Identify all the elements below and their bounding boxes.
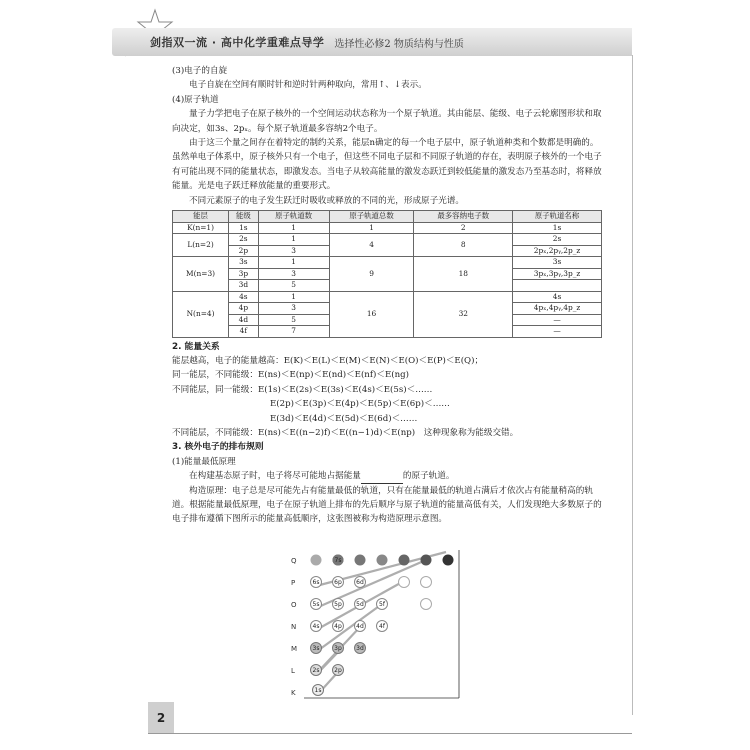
table-cell: 8	[414, 234, 513, 257]
spin-heading: (3)电子的自旋	[172, 66, 228, 76]
table-cell: K(n=1)	[173, 222, 229, 234]
energy-line-4: E(2p)＜E(3p)＜E(4p)＜E(5p)＜E(6p)＜……	[270, 399, 450, 410]
orbital-label: 5s	[312, 601, 320, 608]
table-header-row	[173, 211, 602, 223]
table-cell: 2pₓ,2pᵧ,2p_z	[513, 245, 602, 257]
table-cell	[513, 280, 602, 292]
table-cell: 1	[258, 257, 329, 269]
row-label: L	[291, 667, 295, 675]
table-header: 能层	[173, 211, 229, 223]
orbital-label: 3s	[312, 645, 320, 652]
table-header: 最多容纳电子数	[414, 211, 513, 223]
orbital-label: 2s	[312, 667, 320, 674]
footer-rule	[148, 733, 632, 734]
orbital-label: 3d	[356, 645, 364, 652]
table-cell: —	[513, 314, 602, 326]
table-cell: 16	[329, 291, 414, 337]
table-cell: 1	[258, 222, 329, 234]
table-cell: 5	[258, 314, 329, 326]
orbital-label: 6p	[334, 579, 342, 586]
table-row	[173, 222, 602, 234]
row-label: P	[291, 579, 296, 587]
table-header: 原子轨道数	[258, 211, 329, 223]
table-cell: N(n=4)	[173, 291, 229, 337]
energy-line-3: 不同能层，同一能级：E(1s)＜E(2s)＜E(3s)＜E(4s)＜E(5s)＜……	[172, 384, 433, 395]
table-cell: 3p	[229, 268, 259, 280]
rule-text-a: 在构建基态原子时，电子将尽可能地占据能量	[189, 471, 361, 482]
table-cell: 4p	[229, 303, 259, 315]
table-cell: 4f	[229, 326, 259, 338]
header-subtitle: 选择性必修2 物质结构与性质	[334, 38, 464, 50]
rule-paragraph-2: 构造原理：电子总是尽可能先占有能量最低的轨道，只有在能量最低的轨道占满后才依次占有能量稍高的轨道。根据能量最低原理，电子在原子轨道上排布的先后顺序与原子轨道的能量高低有关，人们发现绝大多数原子的电子排布遵循下图所示的能量高低顺序，这张图被称为构造原理示意图。	[172, 485, 602, 525]
orbital-label: 4f	[379, 623, 385, 630]
table-cell: 3s	[513, 257, 602, 269]
orbital-label: 4d	[356, 623, 364, 630]
orbital-paragraph-2: 由于这三个量之间存在着特定的制约关系，能层n确定的每一个电子层中，原子轨道种类和个数都是明确的。虽然单电子体系中，原子核外只有一个电子，但这些不同电子层和不同原子轨道的存在，表明原子核外的一个电子有可能出现不同的能量状态，即激发态。当电子从较高能量的激发态跃迁到较低能量的激发态乃至基态时，将释放能量。光是电子跃迁释放能量的重要形式。	[172, 138, 602, 192]
table-header: 原子轨道名称	[513, 211, 602, 223]
table-cell: 2s	[229, 234, 259, 246]
table-cell: 4	[329, 234, 414, 257]
table-row	[173, 234, 602, 246]
table-row	[173, 257, 602, 269]
orbital-label: 6d	[356, 579, 364, 586]
table-cell: 32	[414, 291, 513, 337]
table-cell: 3	[258, 245, 329, 257]
page-content	[172, 64, 602, 527]
table-cell: 3	[258, 303, 329, 315]
orbital-label: 5d	[356, 601, 364, 608]
energy-line-6: 不同能层，不同能级：E(ns)＜E((n−2)f)＜E((n−1)d)＜E(np) 这种现象称为能级交错。	[172, 428, 519, 438]
spin-text: 电子自旋在空间有顺时针和逆时针两种取向，常用↑、↓表示。	[189, 80, 427, 91]
table-cell: 1	[329, 222, 414, 234]
orbital-label: 1s	[314, 687, 322, 694]
table-cell: 5	[258, 280, 329, 292]
orbital-paragraph-3: 不同元素原子的电子发生跃迁时吸收或释放的不同的光，形成原子光谱。	[189, 195, 465, 206]
table-cell: 2p	[229, 245, 259, 257]
orbital-label: 4s	[312, 623, 320, 630]
table-cell: 3	[258, 268, 329, 280]
fill-in-blank	[361, 474, 403, 484]
row-label: M	[291, 645, 298, 653]
header-title: 剑指双一流 · 高中化学重难点导学	[150, 36, 325, 49]
header-banner	[112, 28, 632, 56]
row-label: Q	[291, 557, 297, 565]
orbital-label: 5f	[379, 601, 385, 608]
table-cell: 4pₓ,4pᵧ,4p_z	[513, 303, 602, 315]
orbital-label: 2p	[334, 667, 342, 674]
energy-line-2: 同一能层，不同能级：E(ns)＜E(np)＜E(nd)＜E(nf)＜E(ng)	[172, 370, 409, 381]
orbital-heading: (4)原子轨道	[172, 94, 219, 105]
table-cell: 9	[329, 257, 414, 292]
energy-line-1: 能层越高，电子的能量越高：E(K)＜E(L)＜E(M)＜E(N)＜E(O)＜E(P)＜E(Q)；	[172, 355, 484, 366]
table-cell: 4s	[229, 291, 259, 303]
orbital-label: 7s	[334, 557, 342, 564]
table-cell: 3s	[229, 257, 259, 269]
aufbau-diagram	[286, 548, 464, 700]
right-margin-rule	[632, 55, 633, 715]
rule-text-b: 的原子轨道。	[402, 471, 455, 482]
rule-paragraph-1	[172, 469, 602, 483]
table-cell: 4s	[513, 291, 602, 303]
row-label: O	[291, 601, 297, 609]
table-cell: 7	[258, 326, 329, 338]
table-cell: —	[513, 326, 602, 338]
table-cell: 3pₓ,3pᵧ,3p_z	[513, 268, 602, 280]
energy-heading: 2. 能量关系	[172, 341, 220, 352]
energy-line-5: E(3d)＜E(4d)＜E(5d)＜E(6d)＜……	[270, 413, 418, 424]
table-cell: M(n=3)	[173, 257, 229, 292]
table-cell: L(n=2)	[173, 234, 229, 257]
rule-heading: 3. 核外电子的排布规则	[172, 442, 264, 453]
table-row	[173, 291, 602, 303]
table-cell: 18	[414, 257, 513, 292]
row-label: K	[291, 689, 296, 697]
page-number: 2	[148, 702, 174, 734]
table-cell: 1	[258, 291, 329, 303]
orbital-label: 4p	[334, 623, 342, 630]
table-cell: 2	[414, 222, 513, 234]
orbital-label: 6s	[312, 579, 320, 586]
orbital-label: 5p	[334, 601, 342, 608]
table-cell: 1s	[513, 222, 602, 234]
row-label: N	[291, 623, 297, 631]
rule-subheading: (1)能量最低原理	[172, 456, 236, 467]
table-cell: 4d	[229, 314, 259, 326]
table-cell: 3d	[229, 280, 259, 292]
orbital-label: 3p	[334, 645, 342, 652]
orbital-paragraph-1: 量子力学把电子在原子核外的一个空间运动状态称为一个原子轨道。其由能层、能级、电子云轮廓图形状和取向决定，如3s、2pₓ。每个原子轨道最多容纳2个电子。	[172, 109, 602, 134]
table-cell: 1	[258, 234, 329, 246]
orbital-table	[172, 210, 602, 338]
table-header: 原子轨道总数	[329, 211, 414, 223]
table-header: 能级	[229, 211, 259, 223]
table-cell: 2s	[513, 234, 602, 246]
table-cell: 1s	[229, 222, 259, 234]
